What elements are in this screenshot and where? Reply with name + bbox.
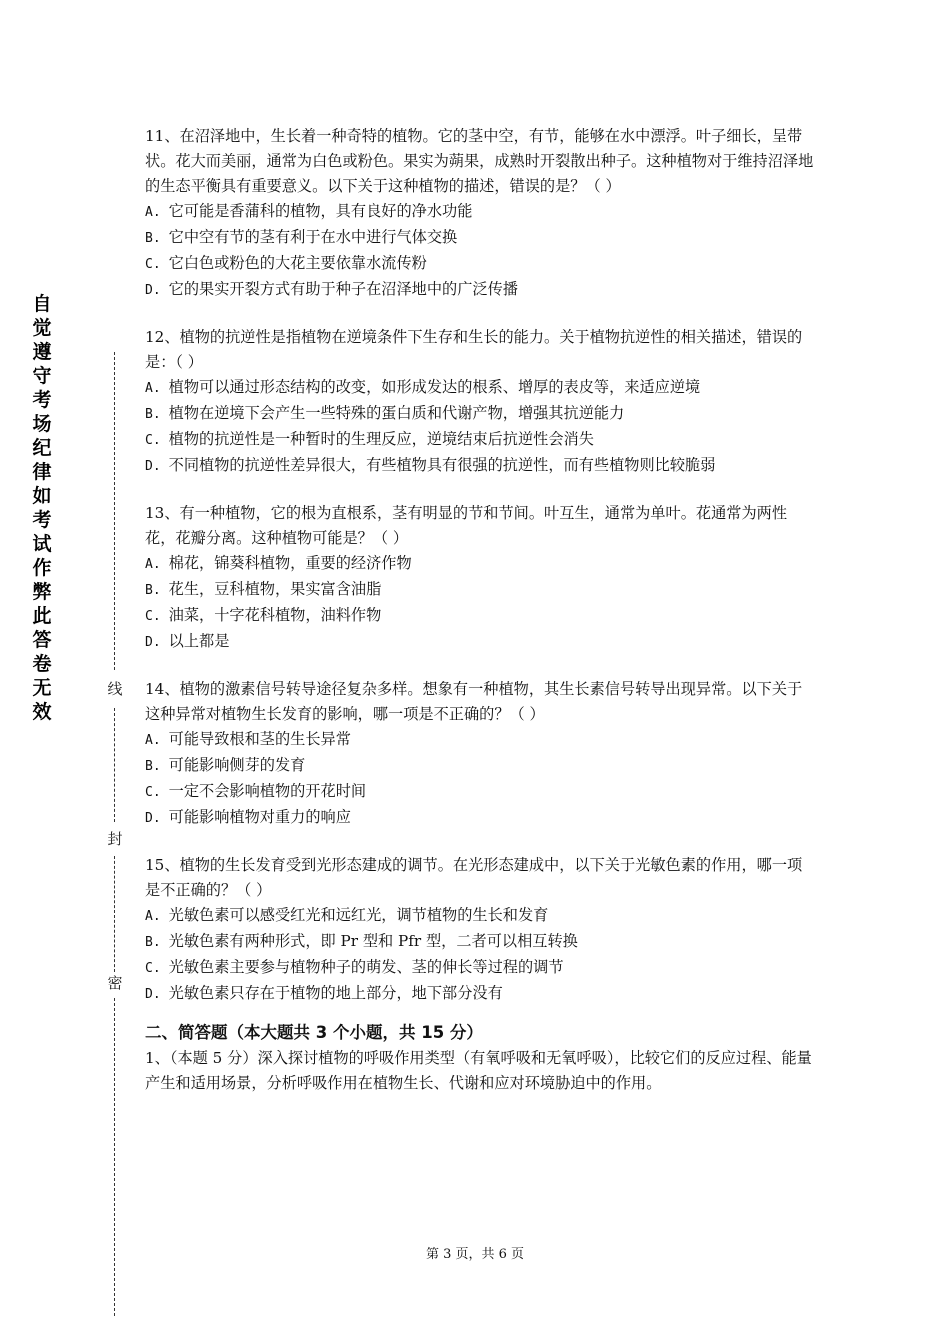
- option-a: [145, 551, 815, 577]
- question-list: [145, 124, 815, 1029]
- option-letter: A.: [145, 557, 161, 572]
- option-b: [145, 753, 815, 779]
- option-c: [145, 779, 815, 805]
- option-letter: C.: [145, 961, 161, 976]
- option-letter: D.: [145, 811, 161, 826]
- option-text: 油菜，十字花科植物，油料作物: [168, 606, 382, 624]
- question-stem: 14、植物的激素信号转导途径复杂多样。想象有一种植物，其生长素信号转导出现异常。以下关于这种异常对植物生长发育的影响，哪一项是不正确的？（ ）: [145, 680, 803, 723]
- option-text: 它可能是香蒲科的植物，具有良好的净水功能: [168, 202, 473, 220]
- option-text: 光敏色素可以感受红光和远红光，调节植物的生长和发育: [168, 906, 549, 924]
- option-letter: D.: [145, 459, 161, 474]
- option-text: 它中空有节的茎有利于在水中进行气体交换: [168, 228, 458, 246]
- option-d: [145, 981, 815, 1007]
- option-letter: D.: [145, 283, 161, 298]
- option-a: [145, 375, 815, 401]
- binding-mark-mi: 密: [104, 974, 126, 992]
- question-15: [145, 853, 815, 1007]
- option-text: 棉花，锦葵科植物，重要的经济作物: [168, 554, 412, 572]
- option-letter: B.: [145, 583, 161, 598]
- option-text: 它的果实开裂方式有助于种子在沼泽地中的广泛传播: [168, 280, 518, 298]
- option-a: [145, 727, 815, 753]
- option-text: 光敏色素有两种形式，即 Pr 型和 Pfr 型，二者可以相互转换: [168, 932, 578, 950]
- question-13: [145, 501, 815, 655]
- option-text: 光敏色素主要参与植物种子的萌发、茎的伸长等过程的调节: [168, 958, 564, 976]
- option-b: [145, 225, 815, 251]
- option-text: 花生，豆科植物，果实富含油脂: [168, 580, 382, 598]
- option-text: 不同植物的抗逆性差异很大，有些植物具有很强的抗逆性，而有些植物则比较脆弱: [168, 456, 716, 474]
- option-b: [145, 577, 815, 603]
- option-d: [145, 453, 815, 479]
- option-letter: A.: [145, 205, 161, 220]
- option-letter: C.: [145, 257, 161, 272]
- binding-line: [114, 708, 115, 822]
- option-text: 可能影响植物对重力的响应: [168, 808, 351, 826]
- option-d: [145, 805, 815, 831]
- page-number: 第 3 页，共 6 页: [425, 1247, 525, 1262]
- option-c: [145, 603, 815, 629]
- option-text: 一定不会影响植物的开花时间: [168, 782, 367, 800]
- option-text: 它白色或粉色的大花主要依靠水流传粉: [168, 254, 427, 272]
- short-answer-question-1: 1、（本题 5 分）深入探讨植物的呼吸作用类型（有氧呼吸和无氧呼吸），比较它们的反应过程、能量产生和适用场景，分析呼吸作用在植物生长、代谢和应对环境胁迫中的作用。: [145, 1049, 812, 1092]
- option-c: [145, 427, 815, 453]
- question-stem: 11、在沼泽地中，生长着一种奇特的植物。它的茎中空，有节，能够在水中漂浮。叶子细长，呈带状。花大而美丽，通常为白色或粉色。果实为蒴果，成熟时开裂散出种子。这种植物对于维持沼泽地的生态平衡具有重要意义。以下关于这种植物的描述，错误的是？（ ）: [145, 127, 814, 195]
- question-stem: 15、植物的生长发育受到光形态建成的调节。在光形态建成中，以下关于光敏色素的作用，哪一项是不正确的？（ ）: [145, 856, 803, 899]
- option-letter: B.: [145, 407, 161, 422]
- option-letter: B.: [145, 759, 161, 774]
- option-letter: A.: [145, 381, 161, 396]
- binding-mark-feng: 封: [104, 830, 126, 848]
- option-c: [145, 955, 815, 981]
- binding-mark-xian: 线: [104, 680, 126, 698]
- option-d: [145, 277, 815, 303]
- question-12: [145, 325, 815, 479]
- option-letter: C.: [145, 433, 161, 448]
- option-a: [145, 199, 815, 225]
- question-stem: 13、有一种植物，它的根为直根系，茎有明显的节和节间。叶互生，通常为单叶。花通常为两性花，花瓣分离。这种植物可能是？（ ）: [145, 504, 788, 547]
- option-letter: D.: [145, 635, 161, 650]
- option-text: 植物的抗逆性是一种暂时的生理反应，逆境结束后抗逆性会消失: [168, 430, 594, 448]
- option-letter: C.: [145, 785, 161, 800]
- option-letter: C.: [145, 609, 161, 624]
- option-letter: A.: [145, 733, 161, 748]
- option-text: 以上都是: [168, 632, 230, 650]
- option-letter: D.: [145, 987, 161, 1002]
- question-11: [145, 124, 815, 303]
- question-stem: 12、植物的抗逆性是指植物在逆境条件下生存和生长的能力。关于植物抗逆性的相关描述，错误的是：（ ）: [145, 328, 803, 371]
- option-d: [145, 629, 815, 655]
- option-b: [145, 929, 815, 955]
- section-title: 二、简答题（本大题共 3 个小题，共 15 分）: [145, 1023, 483, 1042]
- short-answer-section: [145, 1020, 815, 1096]
- question-14: [145, 677, 815, 831]
- option-b: [145, 401, 815, 427]
- option-text: 光敏色素只存在于植物的地上部分，地下部分没有: [168, 984, 503, 1002]
- option-letter: B.: [145, 231, 161, 246]
- option-text: 可能影响侧芽的发育: [168, 756, 306, 774]
- binding-line: [114, 352, 115, 670]
- option-text: 植物可以通过形态结构的改变，如形成发达的根系、增厚的表皮等，来适应逆境: [168, 378, 701, 396]
- binding-line: [114, 856, 115, 972]
- binding-line: [114, 998, 115, 1316]
- option-text: 可能导致根和茎的生长异常: [168, 730, 351, 748]
- option-text: 植物在逆境下会产生一些特殊的蛋白质和代谢产物，增强其抗逆能力: [168, 404, 625, 422]
- option-letter: A.: [145, 909, 161, 924]
- option-letter: B.: [145, 935, 161, 950]
- option-c: [145, 251, 815, 277]
- integrity-warning: 自 觉 遵 守 考 场 纪 律 如 考 试 作 弊 此 答 卷 无 效: [32, 293, 52, 723]
- option-a: [145, 903, 815, 929]
